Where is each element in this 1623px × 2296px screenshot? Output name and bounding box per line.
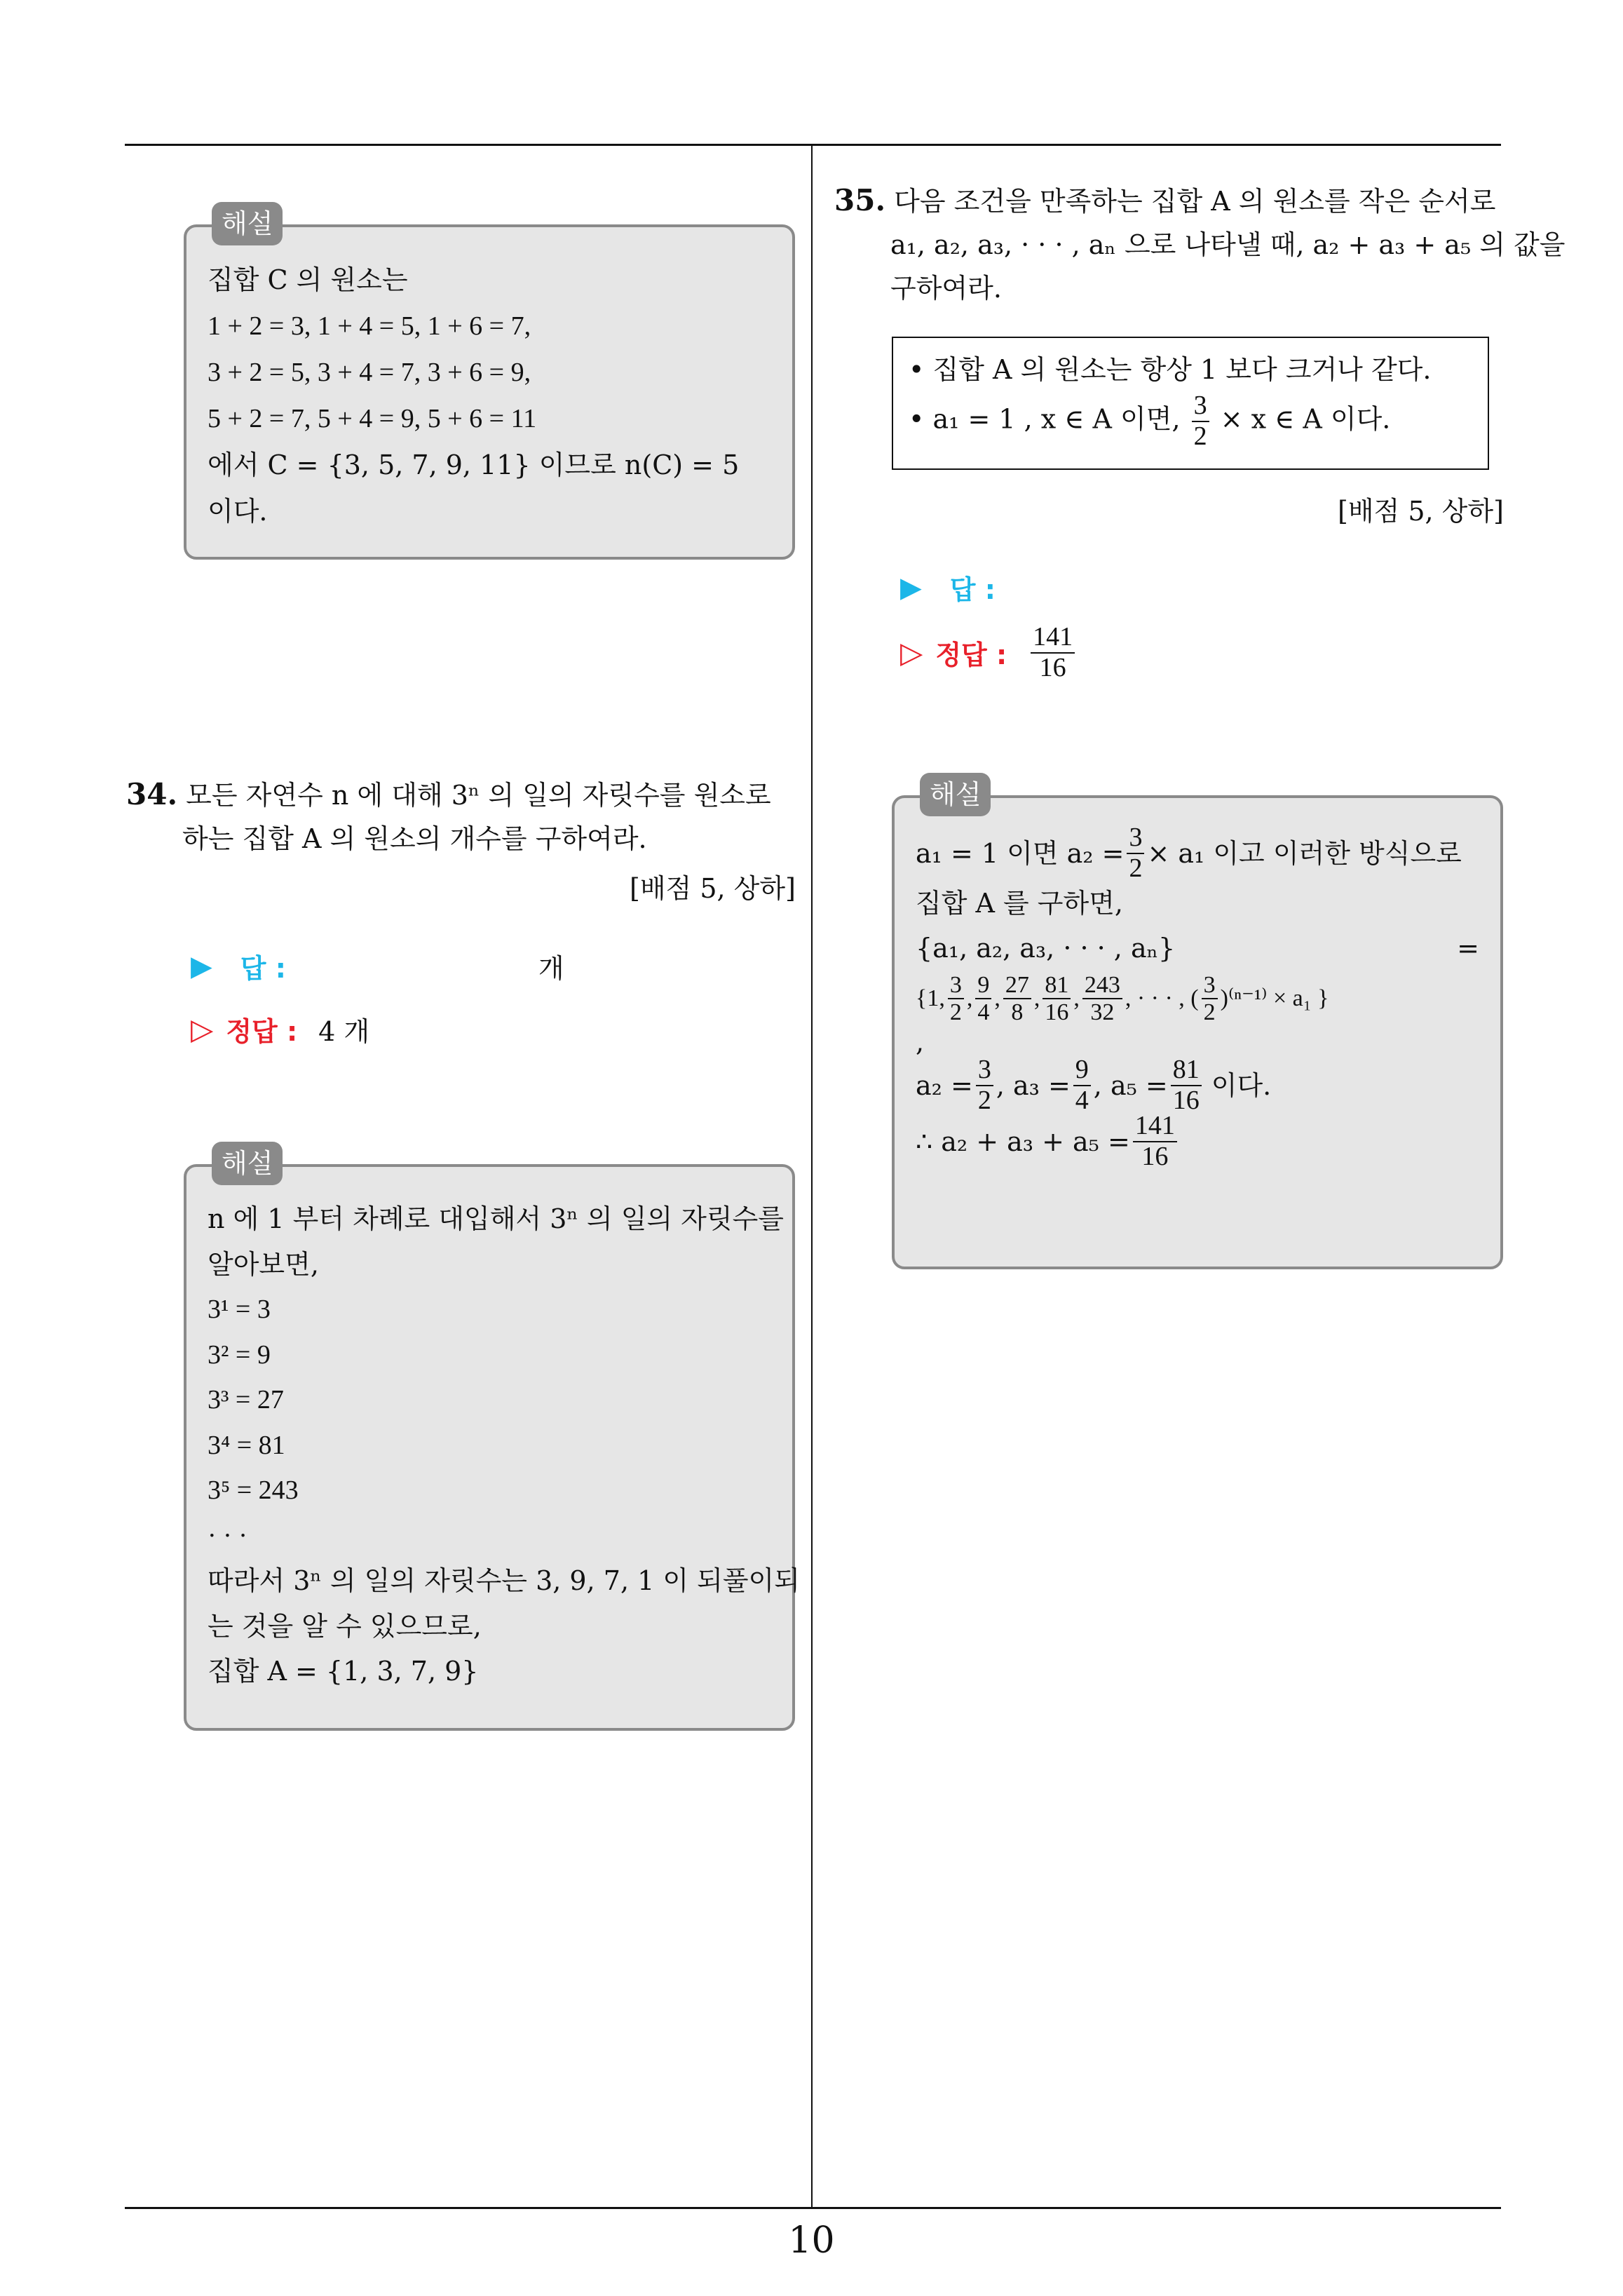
correct-fraction: $\frac{141}{16}$ — [1031, 623, 1075, 683]
solution-line: 따라서 3ⁿ 의 일의 자릿수는 3, 9, 7, 1 이 되풀이되 — [208, 1565, 800, 1596]
solution-line: 에서 C = {3, 5, 7, 9, 11} 이므로 n(C) = 5 — [208, 450, 740, 480]
text: , · · · , ( — [1125, 985, 1199, 1011]
solution-line — [916, 1111, 1479, 1171]
q35-condition-box — [892, 337, 1489, 470]
fraction: $\frac{3}{2}$ — [1127, 823, 1144, 884]
fraction: $\frac{9}{4}$ — [1073, 1055, 1091, 1116]
solution-line: 집합 C 의 원소는 — [208, 264, 408, 295]
q34-score: [배점 5, 상하] — [630, 873, 796, 904]
text: × a₁ 이고 이러한 방식으로 — [1147, 838, 1462, 869]
comma-separator: , — [1073, 985, 1080, 1011]
solution-line: 알아보면, — [208, 1248, 319, 1280]
bottom-rule — [125, 2207, 1501, 2209]
solution-line: , — [916, 1027, 925, 1058]
correct-label: 정답 : — [935, 640, 1007, 671]
q35-question — [834, 179, 1566, 310]
solution-line: 이다. — [208, 496, 268, 527]
solution-line: 5 + 2 = 7, 5 + 4 = 9, 5 + 6 = 11 — [208, 404, 537, 433]
fraction: $\frac{3}{2}$ — [1202, 972, 1218, 1026]
play-triangle-icon: ▶ — [191, 950, 212, 982]
fraction: $\frac{3}{2}$ — [976, 1055, 993, 1116]
q35-solution-box — [892, 779, 1503, 1269]
comma-separator: , — [966, 985, 973, 1011]
q33-solution-box — [184, 208, 795, 560]
play-triangle-icon: ▶ — [900, 571, 922, 604]
text: )⁽ⁿ⁻¹⁾ × a₁ } — [1220, 985, 1329, 1011]
solution-line: 3³ = 27 — [208, 1385, 284, 1414]
comma-separator: , — [1033, 985, 1040, 1011]
solution-set-line — [916, 971, 1479, 1027]
solution-tag: 해설 — [212, 202, 283, 245]
condition-2-pre: • a₁ = 1 , x ∈ A 이면, — [909, 403, 1181, 435]
fraction: $\frac{9}{4}$ — [975, 972, 991, 1026]
solution-line — [916, 1055, 1479, 1115]
q35-number: 35. — [834, 183, 886, 217]
answer-unit: 개 — [538, 953, 564, 984]
text: = — [1457, 933, 1479, 964]
fraction: $\frac{81}{16}$ — [1171, 1055, 1202, 1116]
text: , a₅ = — [1093, 1070, 1168, 1101]
fraction: $\frac{81}{16}$ — [1043, 972, 1071, 1026]
solution-line: 집합 A = {1, 3, 7, 9} — [208, 1656, 479, 1687]
solution-line: n 에 1 부터 차례로 대입해서 3ⁿ 의 일의 자릿수를 — [208, 1203, 785, 1234]
text: a₁ = 1 이면 a₂ = — [916, 838, 1125, 869]
q35-text-line1: 다음 조건을 만족하는 집합 A 의 원소를 작은 순서로 — [894, 186, 1496, 217]
correct-value: 4 개 — [318, 1016, 370, 1047]
correct-label: 정답 : — [226, 1016, 298, 1047]
q34-correct-row — [191, 1010, 369, 1048]
solution-line: 3² = 9 — [208, 1339, 271, 1370]
q35-text-line2: a₁, a₂, a₃, · · · , aₙ 으로 나타낼 때, a₂ + a₃ + a₅ 의 값을 — [890, 229, 1566, 260]
q35-answer-row — [900, 568, 996, 607]
fraction: $\frac{3}{2}$ — [948, 972, 964, 1026]
column-divider — [811, 144, 813, 2208]
fraction: $\frac{3}{2}$ — [1192, 391, 1209, 452]
solution-line — [916, 823, 1479, 883]
fraction: $\frac{27}{8}$ — [1003, 972, 1031, 1026]
q34-text-line2: 하는 집합 A 의 원소의 개수를 구하여라. — [182, 823, 647, 854]
text: a₂ = — [916, 1070, 973, 1101]
q35-correct-row — [900, 623, 1078, 683]
text: 이다. — [1211, 1070, 1272, 1101]
fraction: $\frac{141}{16}$ — [1133, 1112, 1177, 1172]
fraction: $\frac{243}{32}$ — [1082, 972, 1122, 1026]
answer-label: 답 : — [240, 953, 286, 984]
solution-line: 3¹ = 3 — [208, 1295, 271, 1324]
solution-tag: 해설 — [920, 773, 991, 816]
solution-line: 는 것을 알 수 있으므로, — [208, 1610, 482, 1642]
condition-2-post: × x ∈ A 이다. — [1220, 403, 1391, 435]
text: , a₃ = — [996, 1070, 1071, 1101]
solution-line: · · · — [208, 1520, 247, 1551]
outline-triangle-icon: ▷ — [900, 635, 923, 670]
q34-answer-row — [191, 947, 564, 985]
page-number: 10 — [788, 2220, 835, 2262]
solution-line: 3⁵ = 243 — [208, 1475, 299, 1505]
q34-question — [126, 773, 813, 860]
comma-separator: , — [994, 985, 1000, 1011]
text: ∴ a₂ + a₃ + a₅ = — [916, 1126, 1130, 1157]
set-fractions — [945, 972, 1125, 1026]
condition-1: • 집합 A 의 원소는 항상 1 보다 크거나 같다. — [909, 354, 1432, 385]
outline-triangle-icon: ▷ — [191, 1012, 214, 1046]
solution-line: 3 + 2 = 5, 3 + 4 = 7, 3 + 6 = 9, — [208, 358, 531, 387]
text: {a₁, a₂, a₃, · · · , aₙ} — [916, 933, 1176, 964]
q35-text-line3: 구하여라. — [890, 273, 1002, 304]
q35-score: [배점 5, 상하] — [1338, 496, 1504, 527]
solution-line — [916, 926, 1479, 971]
q34-solution-box — [184, 1148, 800, 1731]
solution-line: 3⁴ = 81 — [208, 1430, 285, 1460]
answer-label: 답 : — [949, 574, 996, 605]
text: {1, — [916, 985, 945, 1011]
top-rule — [125, 144, 1501, 146]
condition-2 — [909, 391, 1472, 452]
q34-text-line1: 모든 자연수 n 에 대해 3ⁿ 의 일의 자릿수를 원소로 — [186, 780, 771, 811]
solution-tag: 해설 — [212, 1142, 283, 1185]
solution-line: 집합 A 를 구하면, — [916, 888, 1124, 919]
solution-line: 1 + 2 = 3, 1 + 4 = 5, 1 + 6 = 7, — [208, 311, 531, 341]
q34-number: 34. — [126, 777, 178, 811]
